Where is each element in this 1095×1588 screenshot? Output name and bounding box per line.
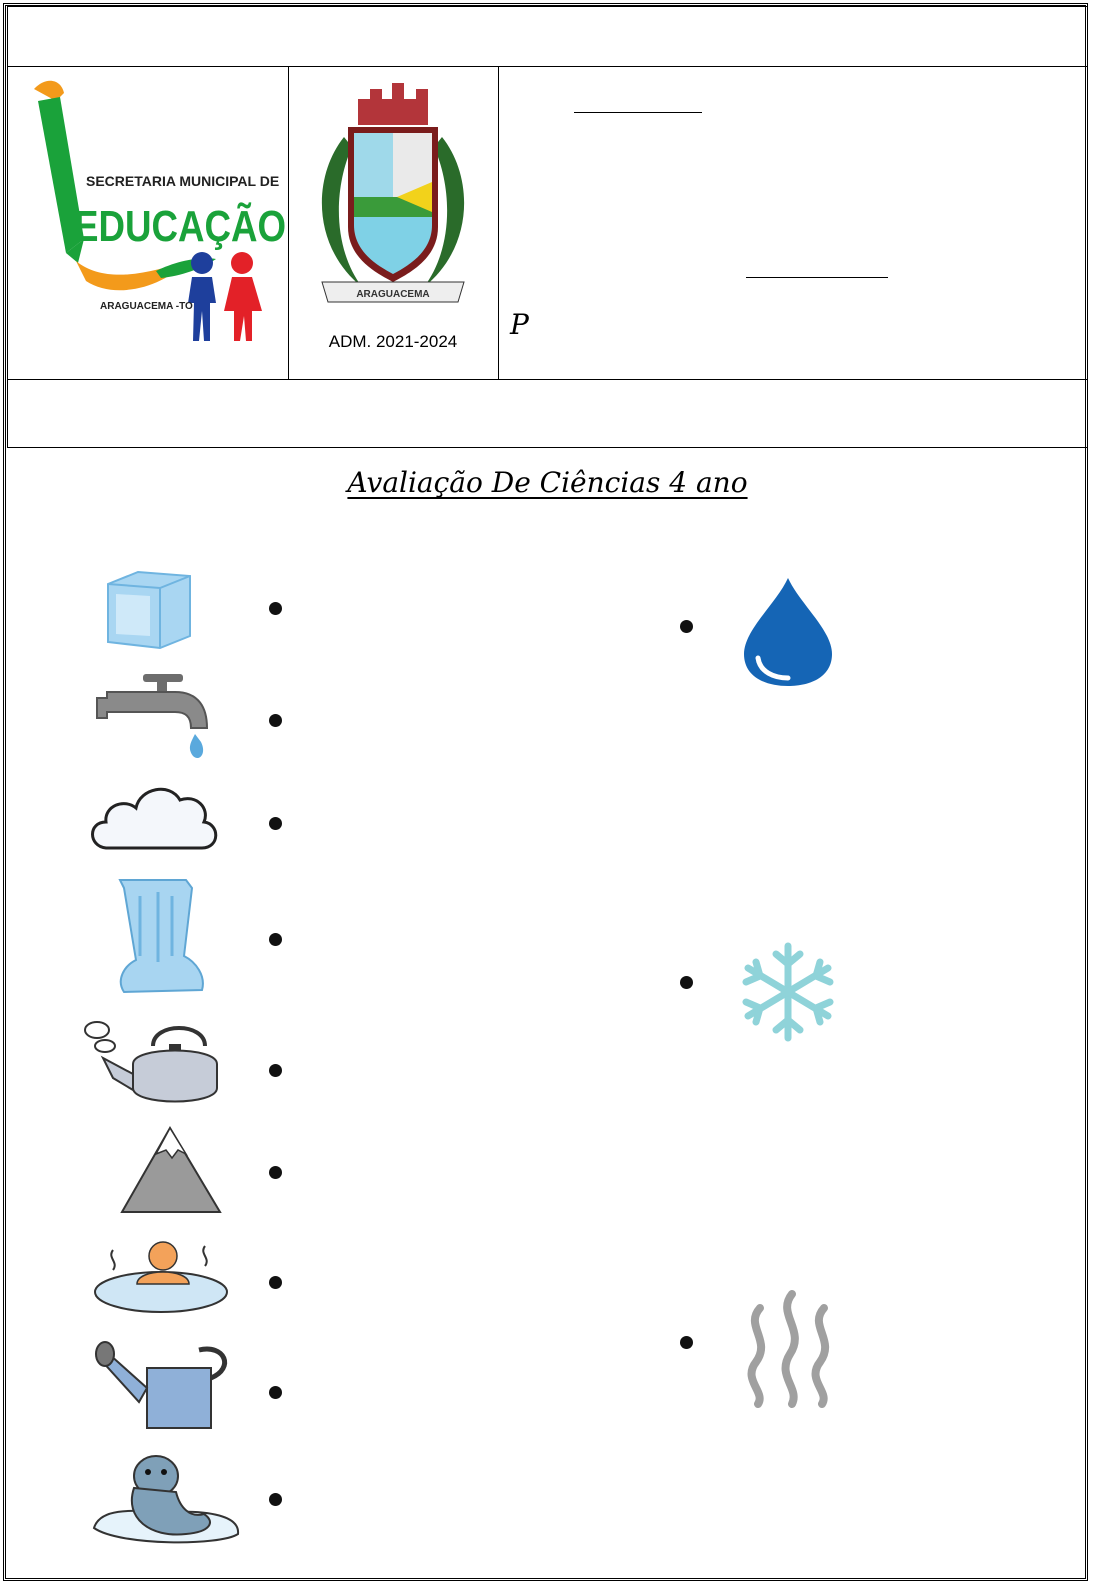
header-divider-left bbox=[288, 66, 289, 379]
blank-line-1 bbox=[574, 112, 702, 113]
admin-period: ADM. 2021-2024 bbox=[328, 332, 458, 351]
seal-on-ice-icon bbox=[90, 1448, 242, 1548]
left-match-dot-8[interactable] bbox=[269, 1386, 282, 1399]
left-match-dot-7[interactable] bbox=[269, 1276, 282, 1289]
header-divider-right bbox=[498, 66, 499, 379]
right-match-dot-1[interactable] bbox=[680, 620, 693, 633]
blank-line-2 bbox=[746, 277, 888, 278]
right-match-dot-3[interactable] bbox=[680, 1336, 693, 1349]
left-match-dot-3[interactable] bbox=[269, 817, 282, 830]
waterfall-icon bbox=[106, 876, 214, 998]
faucet-icon bbox=[95, 672, 213, 770]
coat-of-arms bbox=[292, 77, 494, 372]
header-table bbox=[7, 6, 1088, 448]
secretaria-city: ARAGUACEMA -TO bbox=[100, 301, 193, 312]
secretaria-line2: EDUCAÇÃO bbox=[74, 202, 329, 251]
kettle-icon bbox=[83, 1018, 225, 1112]
ice-cube-icon bbox=[98, 566, 198, 651]
left-match-dot-2[interactable] bbox=[269, 714, 282, 727]
right-match-dot-2[interactable] bbox=[680, 976, 693, 989]
hot-spring-icon bbox=[93, 1234, 229, 1316]
left-match-dot-6[interactable] bbox=[269, 1166, 282, 1179]
cloud-icon bbox=[86, 776, 222, 858]
header-divider-top bbox=[8, 66, 1087, 67]
snowy-mountain-icon bbox=[120, 1124, 222, 1214]
secretaria-line1: SECRETARIA MUNICIPAL DE bbox=[86, 173, 280, 189]
professor-label: P bbox=[510, 308, 529, 341]
steam-icon bbox=[736, 1288, 846, 1412]
header-divider-bottom bbox=[8, 379, 1087, 380]
coat-banner-text: ARAGUACEMA bbox=[356, 289, 430, 300]
snowflake-icon bbox=[730, 940, 846, 1044]
left-match-dot-5[interactable] bbox=[269, 1064, 282, 1077]
left-match-dot-1[interactable] bbox=[269, 602, 282, 615]
left-match-dot-4[interactable] bbox=[269, 933, 282, 946]
water-drop-icon bbox=[740, 574, 836, 690]
watering-can-icon bbox=[95, 1338, 227, 1434]
secretaria-logo bbox=[16, 71, 329, 371]
page-title: Avaliação De Ciências 4 ano bbox=[347, 466, 748, 499]
left-match-dot-9[interactable] bbox=[269, 1493, 282, 1506]
